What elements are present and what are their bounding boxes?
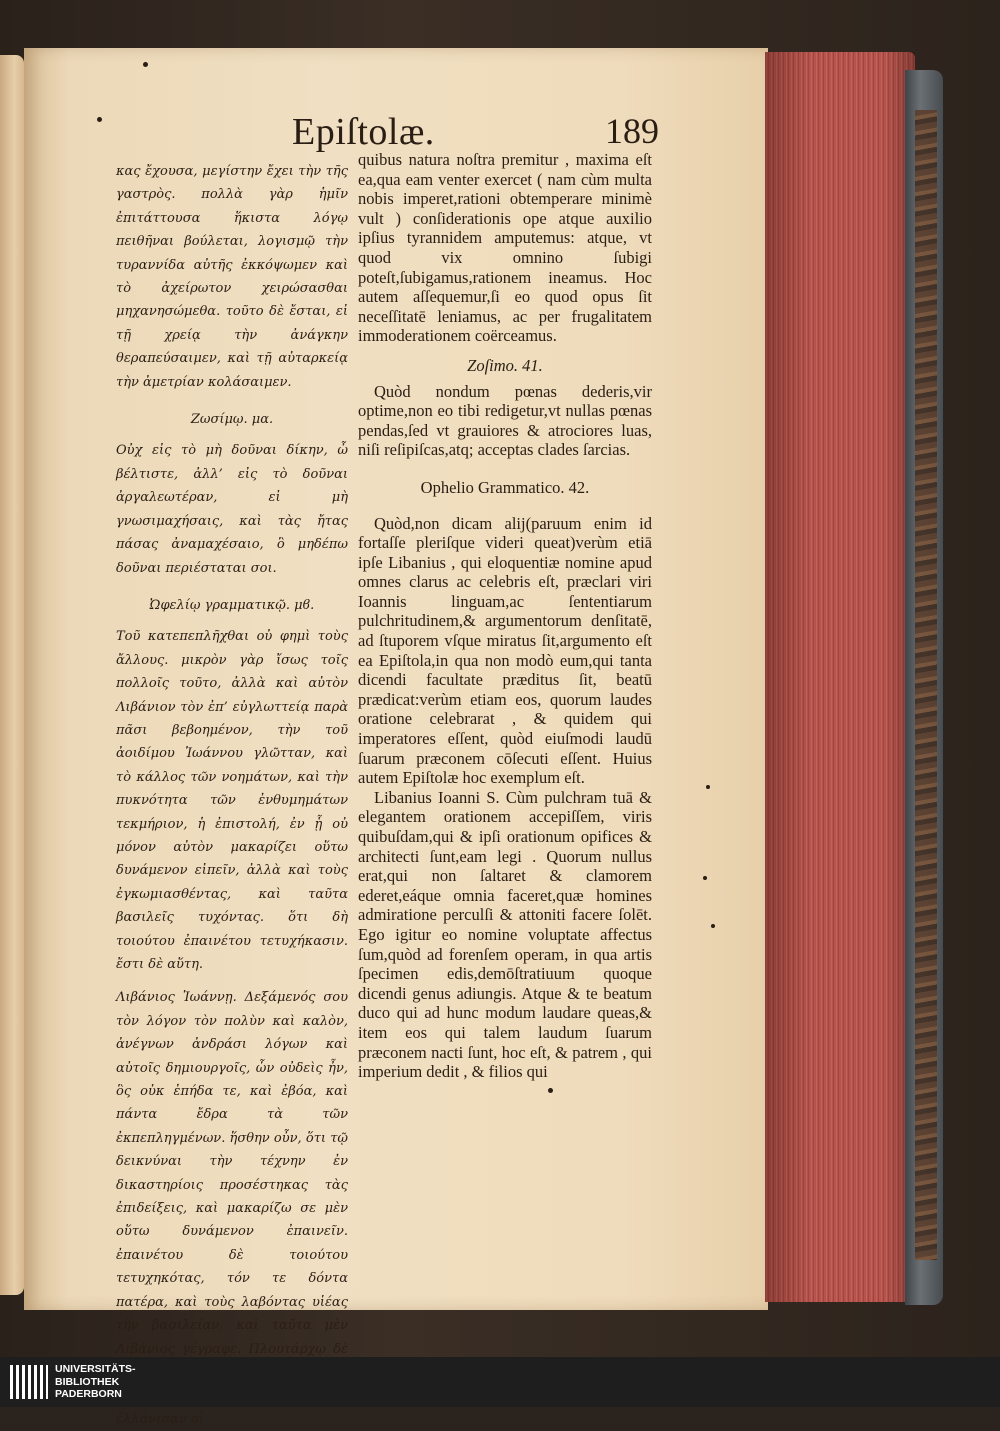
specks	[711, 924, 715, 928]
library-logo-icon	[10, 1365, 48, 1399]
logo-line-1: UNIVERSITÄTS-	[55, 1363, 136, 1375]
specks	[143, 62, 148, 67]
latin-column	[358, 150, 652, 1082]
marbled-endpaper	[915, 110, 937, 1260]
library-footer	[0, 1357, 1000, 1407]
greek-heading-zosimo: Ζωσίμῳ. μα.	[190, 412, 274, 428]
specks	[706, 785, 710, 789]
greek-paragraph-4: Λιβάνιος Ἰωάννῃ. Δεξάμενός σου τὸν λόγον τὸν πολὺν καὶ καλὸν, ἀνέγνων ἀνδράσι λόγων καὶ αὐτοῖς δημιουργοῖς, ὧν οὐδεὶς ἦν, ὃς οὐκ ἐπήδα τε, καὶ ἐβόα, καὶ πάντα ἔδρα τὰ τῶν ἐκπεπληγμένων. ἥσθην οὖν, ὅτι τῷ δεικνύναι τὴν τέχνην ἐν δικαστηρίοις προσέστηκας τὰς ἐπιδείξεις, καὶ μακαρίζω σε μὲν οὕτω δυνάμενον ἐπαινεῖν. ἐπαινέτου δὲ τοιούτου τετυχηκότας, τόν τε δόντα πατέρα, καὶ τοὺς λαβόντας υἱέας τὴν βασιλείαν. καὶ ταῦτα μὲν Λιβάνιος γέγραφε. Πλουτάρχῳ δὲ ἑλλάνισαν οἱ	[116, 990, 348, 1427]
specks	[97, 117, 102, 122]
greek-paragraph-3: Τοῦ κατεπεπλῆχθαι οὐ φημὶ τοὺς ἄλλους. μικρὸν γὰρ ἴσως τοῖς πολλοῖς τοῦτο, ἀλλὰ καὶ αὐτὸν Λιβάνιον τὸν ἐπ’ εὐγλωττείᾳ παρὰ πᾶσι βεβοημένον, τὴν τοῦ ἀοιδίμου Ἰωάννου γλῶτταν, καὶ τὸ κάλλος τῶν νοημάτων, καὶ τὴν πυκνότητα τῶν ἐνθυμημάτων τεκμήριον, ἡ ἐπιστολή, ἐν ᾗ οὐ μόνον αὐτὸν μακαρίζει οὕτω δυνάμενον εἰπεῖν, ἀλλὰ καὶ τοὺς ἐγκωμιασθέντας, καὶ ταῦτα βασιλεῖς τυχόντας. ὅτι δὴ τοιούτου ἐπαινέτου τετυχήκασιν. ἔστι δὲ αὕτη.	[116, 629, 348, 972]
greek-paragraph-1: κας ἔχουσα, μεγίστην ἔχει τὴν τῆς γαστρὸς. πολλὰ γὰρ ἡμῖν ἐπιτάττουσα ἥκιστα λόγῳ πειθῆναι βούλεται, λογισμῷ τὴν τυραννίδα αὐτῆς ἐκκόψωμεν καὶ τὸ ἀχείρωτον χειρώσασθαι μηχανησώμεθα. τοῦτο δὲ ἔσται, εἰ τῇ χρείᾳ τὴν ἀνάγκην θεραπεύσαιμεν, καὶ τῇ αὐταρκείᾳ τὴν ἀμετρίαν κολάσαιμεν.	[116, 164, 348, 390]
greek-column	[116, 160, 348, 1431]
latin-heading-zosimo: Zoſimo. 41.	[467, 355, 543, 375]
library-logo-text	[55, 1363, 136, 1401]
latin-paragraph-2: Quòd nondum pœnas dederis,vir optime,non eo tibi redigetur,vt nullas pœnas pendas,ſed vt grauiores & atrociores luas, niſi reſipiſcas,atq; acceptas clades ſarcias.	[358, 381, 652, 460]
latin-heading-ophelio: Ophelio Grammatico. 42.	[420, 477, 590, 497]
logo-line-2: BIBLIOTHEK	[55, 1375, 120, 1388]
specks	[548, 1088, 553, 1093]
page-block-shading	[765, 52, 915, 1302]
greek-paragraph-2: Οὐχ εἰς τὸ μὴ δοῦναι δίκην, ὦ βέλτιστε, ἀλλ’ εἰς τὸ δοῦναι ἀργαλεωτέραν, εἰ μὴ γνωσιμαχήσαις, καὶ τὰς ἤτας πάσας ἀναμαχέσαιο, ὃ μηδέπω δοῦναι περιέσταται σοι.	[116, 443, 348, 576]
running-head-title: Epiſtolæ.	[292, 111, 435, 153]
left-page-edge	[0, 55, 24, 1295]
specks	[703, 876, 707, 880]
latin-paragraph-4: Libanius Ioanni S. Cùm pulchram tuā & elegantem orationem accepiſſem, viris quibuſdam,qui & ipſi orationum opifices & architecti ſunt,eam legi . Quorum nullus erat,qui non ſaltaret & clamorem ederet,eáque omnia faceret,quæ homines admiratione perculſi & attoniti facere ſolēt. Ego igitur eo nomine voluptate affectus ſum,quòd ad forenſem operam, in qua artis ſpecimen edis,demōſtratiuum quoque dicendi genus adiungis. Atque & te beatum duco qui ad hunc modum laudare queas,& item eos qui talem laudum ſuarum præconem nacti ſunt, hoc eſt, & patrem , qui imperium dedit , & filios qui	[358, 787, 652, 1082]
greek-heading-ophelio: Ὠφελίῳ γραμματικῷ. μϐ.	[149, 597, 315, 613]
page-number: 189	[605, 111, 659, 151]
logo-line-3: PADERBORN	[55, 1388, 122, 1400]
latin-paragraph-1: quibus natura noſtra premitur , maxima eſt ea,qua eam venter exercet ( nam cùm multa nobis imperet,rationi obtemperare minimè vult ) conſiderationis ope atque auxilio ipſius tyrannidem amputemus: atque, vt quod vix omnino ſubigi poteſt,ſubigamus,rationem ineamus. Hoc autem aſſequemur,ſi eo quod opus ſit neceſſitatē leniamus, ac per frugalitatem immoderationem coërceamus.	[358, 150, 652, 346]
latin-paragraph-3: Quòd,non dicam alij(paruum enim id fortaſſe pleriſque videri queat)verùm etiā ipſe Libanius , qui eloquentiæ nomine apud omnes clarus ac celebris eſt, præclari viri Ioannis linguam,ac ſententiarum pulchritudinem,& argumentorum denſitatē, ad ſtuporem vſque miratus ſit,argumento eſt ea Epiſtola,in qua non modò eum,qui tanta dicendi facultate præditus ſit, beatū prædicat:verùm etiam eos, quorum laudes oratione celebrarat , & quidem qui imperatores eſſent, quòd eiuſmodi laudū ſuarum præconem cōſecuti eſſent. Huius autem Epiſtolæ hoc exemplum eſt.	[358, 513, 652, 788]
